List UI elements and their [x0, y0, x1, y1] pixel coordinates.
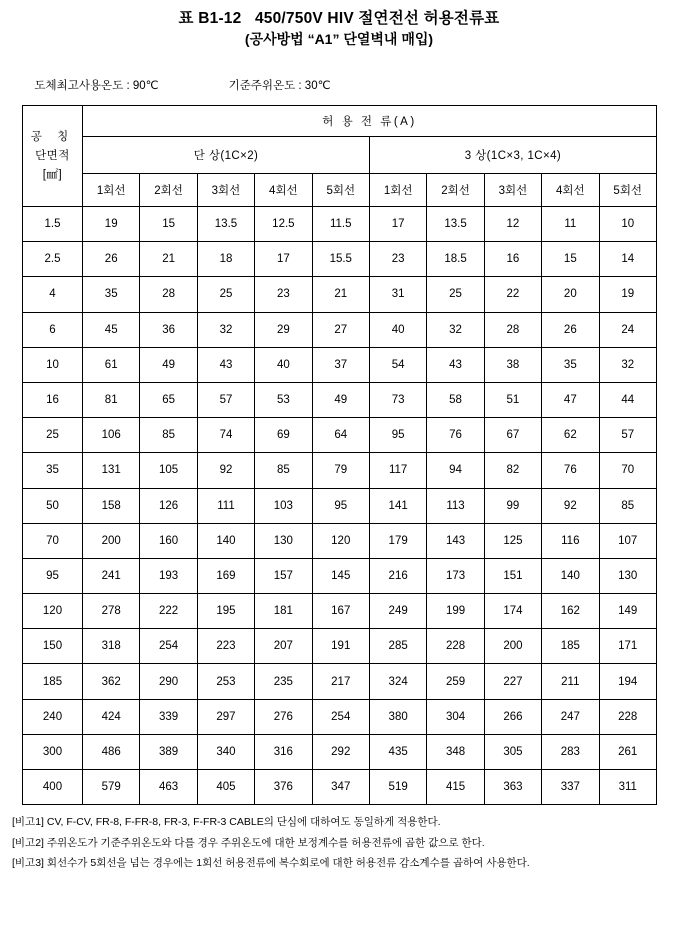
cell-single-phase-circuit-1: 45: [83, 312, 140, 347]
cell-three-phase-circuit-1: 324: [369, 664, 426, 699]
cell-single-phase-circuit-5: 37: [312, 347, 369, 382]
cell-three-phase-circuit-2: 32: [427, 312, 484, 347]
size-header-line2: 단면적: [35, 149, 70, 162]
cell-single-phase-circuit-2: 160: [140, 523, 197, 558]
cell-single-phase-circuit-3: 13.5: [197, 207, 254, 242]
footnote-2: [비고2] 주위온도가 기준주위온도와 다를 경우 주위온도에 대한 보정계수를 허용전류에 곱한 값으로 한다.: [12, 836, 485, 849]
cell-three-phase-circuit-3: 305: [484, 734, 541, 769]
cell-single-phase-circuit-4: 181: [255, 594, 312, 629]
cell-three-phase-circuit-1: 54: [369, 347, 426, 382]
ambient-temp-label: 기준주위온도 : 30℃: [228, 80, 331, 92]
cell-three-phase-circuit-3: 227: [484, 664, 541, 699]
cell-nominal-size: 25: [23, 418, 83, 453]
cell-single-phase-circuit-5: 217: [312, 664, 369, 699]
circuit-header-single-1: 1회선: [83, 174, 140, 207]
cell-single-phase-circuit-3: 25: [197, 277, 254, 312]
cell-single-phase-circuit-2: 389: [140, 734, 197, 769]
cell-three-phase-circuit-1: 40: [369, 312, 426, 347]
circuit-header-three-4: 4회선: [542, 174, 599, 207]
cell-three-phase-circuit-5: 311: [599, 770, 656, 805]
cell-nominal-size: 120: [23, 594, 83, 629]
circuit-header-single-5: 5회선: [312, 174, 369, 207]
cell-three-phase-circuit-1: 73: [369, 382, 426, 417]
circuit-header-single-3: 3회선: [197, 174, 254, 207]
table-body: [23, 207, 657, 805]
phase-group-single: 단 상(1C×2): [83, 137, 370, 174]
size-header-line3: [㎟]: [42, 168, 63, 181]
table-row: [23, 382, 657, 417]
cell-three-phase-circuit-4: 185: [542, 629, 599, 664]
cell-three-phase-circuit-5: 149: [599, 594, 656, 629]
cell-single-phase-circuit-3: 405: [197, 770, 254, 805]
cell-single-phase-circuit-1: 26: [83, 242, 140, 277]
table-row: [23, 523, 657, 558]
table-row: [23, 594, 657, 629]
circuit-header-three-3: 3회선: [484, 174, 541, 207]
cell-single-phase-circuit-2: 15: [140, 207, 197, 242]
cell-single-phase-circuit-2: 339: [140, 699, 197, 734]
cell-three-phase-circuit-2: 58: [427, 382, 484, 417]
cell-single-phase-circuit-3: 340: [197, 734, 254, 769]
header-row-amp: [23, 106, 657, 137]
table-row: [23, 207, 657, 242]
cell-nominal-size: 240: [23, 699, 83, 734]
cell-single-phase-circuit-5: 27: [312, 312, 369, 347]
cell-single-phase-circuit-3: 32: [197, 312, 254, 347]
conductor-temp-label: 도체최고사용온도 : 90℃: [34, 80, 159, 92]
cell-three-phase-circuit-2: 25: [427, 277, 484, 312]
cell-three-phase-circuit-5: 107: [599, 523, 656, 558]
cell-single-phase-circuit-3: 169: [197, 558, 254, 593]
cell-single-phase-circuit-4: 103: [255, 488, 312, 523]
cell-three-phase-circuit-5: 24: [599, 312, 656, 347]
cell-three-phase-circuit-3: 38: [484, 347, 541, 382]
cell-three-phase-circuit-4: 11: [542, 207, 599, 242]
rating-table-wrapper: [22, 105, 656, 805]
cell-three-phase-circuit-5: 10: [599, 207, 656, 242]
cell-single-phase-circuit-1: 362: [83, 664, 140, 699]
cell-three-phase-circuit-5: 44: [599, 382, 656, 417]
cell-single-phase-circuit-2: 105: [140, 453, 197, 488]
cell-single-phase-circuit-4: 17: [255, 242, 312, 277]
cell-single-phase-circuit-5: 11.5: [312, 207, 369, 242]
cell-three-phase-circuit-2: 94: [427, 453, 484, 488]
cell-single-phase-circuit-3: 57: [197, 382, 254, 417]
cell-three-phase-circuit-4: 35: [542, 347, 599, 382]
cell-single-phase-circuit-5: 167: [312, 594, 369, 629]
header-row-circuits: [23, 174, 657, 207]
table-row: [23, 734, 657, 769]
cell-three-phase-circuit-5: 228: [599, 699, 656, 734]
cell-three-phase-circuit-2: 113: [427, 488, 484, 523]
cell-three-phase-circuit-3: 99: [484, 488, 541, 523]
cell-three-phase-circuit-2: 348: [427, 734, 484, 769]
cell-single-phase-circuit-2: 28: [140, 277, 197, 312]
cell-nominal-size: 185: [23, 664, 83, 699]
cell-three-phase-circuit-1: 95: [369, 418, 426, 453]
cell-single-phase-circuit-3: 223: [197, 629, 254, 664]
cell-three-phase-circuit-1: 179: [369, 523, 426, 558]
cell-single-phase-circuit-2: 49: [140, 347, 197, 382]
cell-three-phase-circuit-1: 17: [369, 207, 426, 242]
cell-three-phase-circuit-3: 12: [484, 207, 541, 242]
cell-three-phase-circuit-1: 519: [369, 770, 426, 805]
cell-three-phase-circuit-2: 228: [427, 629, 484, 664]
cell-single-phase-circuit-2: 193: [140, 558, 197, 593]
cell-three-phase-circuit-5: 57: [599, 418, 656, 453]
allowable-current-table: [22, 105, 657, 805]
cell-three-phase-circuit-1: 249: [369, 594, 426, 629]
cell-three-phase-circuit-1: 141: [369, 488, 426, 523]
cell-single-phase-circuit-3: 18: [197, 242, 254, 277]
cell-single-phase-circuit-1: 19: [83, 207, 140, 242]
cell-single-phase-circuit-5: 292: [312, 734, 369, 769]
cell-single-phase-circuit-4: 23: [255, 277, 312, 312]
cell-single-phase-circuit-4: 29: [255, 312, 312, 347]
circuit-header-single-4: 4회선: [255, 174, 312, 207]
cell-three-phase-circuit-5: 19: [599, 277, 656, 312]
cell-single-phase-circuit-4: 157: [255, 558, 312, 593]
size-header-line1: 공 칭: [30, 130, 75, 143]
cell-single-phase-circuit-3: 195: [197, 594, 254, 629]
cell-three-phase-circuit-4: 140: [542, 558, 599, 593]
cell-single-phase-circuit-5: 120: [312, 523, 369, 558]
cell-three-phase-circuit-4: 92: [542, 488, 599, 523]
cell-three-phase-circuit-1: 435: [369, 734, 426, 769]
cell-nominal-size: 50: [23, 488, 83, 523]
cell-single-phase-circuit-2: 85: [140, 418, 197, 453]
cell-three-phase-circuit-5: 70: [599, 453, 656, 488]
cell-single-phase-circuit-5: 21: [312, 277, 369, 312]
cell-single-phase-circuit-4: 85: [255, 453, 312, 488]
cell-nominal-size: 16: [23, 382, 83, 417]
cell-three-phase-circuit-4: 20: [542, 277, 599, 312]
cell-single-phase-circuit-1: 579: [83, 770, 140, 805]
header-row-phase: [23, 137, 657, 174]
cell-single-phase-circuit-5: 95: [312, 488, 369, 523]
cell-three-phase-circuit-2: 18.5: [427, 242, 484, 277]
cell-nominal-size: 2.5: [23, 242, 83, 277]
page-subtitle: (공사방법 “A1” 단열벽내 매입): [244, 31, 434, 47]
cell-three-phase-circuit-2: 304: [427, 699, 484, 734]
cell-single-phase-circuit-5: 191: [312, 629, 369, 664]
cell-single-phase-circuit-1: 81: [83, 382, 140, 417]
cell-three-phase-circuit-3: 174: [484, 594, 541, 629]
cell-single-phase-circuit-1: 241: [83, 558, 140, 593]
conditions-line: [0, 62, 678, 94]
amp-header-cell: 허 용 전 류(A): [83, 106, 657, 137]
cell-single-phase-circuit-2: 290: [140, 664, 197, 699]
table-row: [23, 277, 657, 312]
cell-three-phase-circuit-2: 199: [427, 594, 484, 629]
table-row: [23, 699, 657, 734]
cell-single-phase-circuit-1: 200: [83, 523, 140, 558]
table-row: [23, 664, 657, 699]
cell-three-phase-circuit-4: 47: [542, 382, 599, 417]
cell-single-phase-circuit-1: 318: [83, 629, 140, 664]
cell-three-phase-circuit-1: 285: [369, 629, 426, 664]
cell-three-phase-circuit-3: 266: [484, 699, 541, 734]
cell-single-phase-circuit-4: 276: [255, 699, 312, 734]
cell-three-phase-circuit-3: 28: [484, 312, 541, 347]
cell-nominal-size: 4: [23, 277, 83, 312]
cell-three-phase-circuit-5: 194: [599, 664, 656, 699]
cell-three-phase-circuit-5: 85: [599, 488, 656, 523]
cell-single-phase-circuit-5: 347: [312, 770, 369, 805]
cell-three-phase-circuit-2: 143: [427, 523, 484, 558]
cell-three-phase-circuit-1: 23: [369, 242, 426, 277]
cell-single-phase-circuit-1: 131: [83, 453, 140, 488]
cell-nominal-size: 35: [23, 453, 83, 488]
cell-three-phase-circuit-2: 415: [427, 770, 484, 805]
cell-single-phase-circuit-5: 79: [312, 453, 369, 488]
phase-group-three: 3 상(1C×3, 1C×4): [369, 137, 656, 174]
cell-three-phase-circuit-2: 43: [427, 347, 484, 382]
cell-nominal-size: 95: [23, 558, 83, 593]
cell-three-phase-circuit-2: 76: [427, 418, 484, 453]
footnotes-block: [0, 812, 678, 874]
cell-single-phase-circuit-5: 145: [312, 558, 369, 593]
cell-three-phase-circuit-4: 283: [542, 734, 599, 769]
cell-three-phase-circuit-4: 62: [542, 418, 599, 453]
page-title: 표 B1-12 450/750V HIV 절연전선 허용전류표: [178, 10, 500, 27]
table-head: [23, 106, 657, 207]
cell-three-phase-circuit-4: 247: [542, 699, 599, 734]
table-row: [23, 347, 657, 382]
cell-single-phase-circuit-3: 43: [197, 347, 254, 382]
cell-single-phase-circuit-4: 40: [255, 347, 312, 382]
cell-single-phase-circuit-2: 126: [140, 488, 197, 523]
cell-single-phase-circuit-3: 92: [197, 453, 254, 488]
cell-single-phase-circuit-4: 69: [255, 418, 312, 453]
table-row: [23, 418, 657, 453]
circuit-header-three-2: 2회선: [427, 174, 484, 207]
cell-single-phase-circuit-1: 486: [83, 734, 140, 769]
cell-three-phase-circuit-5: 171: [599, 629, 656, 664]
title-block: [0, 0, 678, 50]
size-header-cell: [23, 106, 83, 207]
cell-single-phase-circuit-5: 49: [312, 382, 369, 417]
cell-single-phase-circuit-2: 65: [140, 382, 197, 417]
cell-single-phase-circuit-1: 158: [83, 488, 140, 523]
cell-three-phase-circuit-5: 14: [599, 242, 656, 277]
cell-single-phase-circuit-5: 64: [312, 418, 369, 453]
table-row: [23, 312, 657, 347]
cell-single-phase-circuit-3: 74: [197, 418, 254, 453]
cell-single-phase-circuit-3: 297: [197, 699, 254, 734]
cell-single-phase-circuit-5: 254: [312, 699, 369, 734]
cell-three-phase-circuit-2: 13.5: [427, 207, 484, 242]
footnote-1: [비고1] CV, F-CV, FR-8, F-FR-8, FR-3, F-FR-3 CABLE의 단심에 대하여도 동일하게 적용한다.: [12, 816, 441, 829]
cell-three-phase-circuit-5: 32: [599, 347, 656, 382]
cell-three-phase-circuit-5: 261: [599, 734, 656, 769]
cell-single-phase-circuit-5: 15.5: [312, 242, 369, 277]
cell-single-phase-circuit-4: 207: [255, 629, 312, 664]
footnote-3: [비고3] 회선수가 5회선을 넘는 경우에는 1회선 허용전류에 복수회로에 대한 허용전류 감소계수를 곱하여 사용한다.: [12, 857, 530, 870]
cell-three-phase-circuit-3: 22: [484, 277, 541, 312]
cell-single-phase-circuit-1: 61: [83, 347, 140, 382]
cell-three-phase-circuit-3: 125: [484, 523, 541, 558]
table-row: [23, 242, 657, 277]
circuit-header-three-1: 1회선: [369, 174, 426, 207]
cell-single-phase-circuit-2: 463: [140, 770, 197, 805]
table-row: [23, 558, 657, 593]
cell-single-phase-circuit-1: 35: [83, 277, 140, 312]
cell-three-phase-circuit-1: 216: [369, 558, 426, 593]
table-row: [23, 453, 657, 488]
cell-three-phase-circuit-4: 162: [542, 594, 599, 629]
cell-three-phase-circuit-3: 200: [484, 629, 541, 664]
cell-three-phase-circuit-2: 259: [427, 664, 484, 699]
cell-three-phase-circuit-4: 15: [542, 242, 599, 277]
cell-three-phase-circuit-1: 380: [369, 699, 426, 734]
table-row: [23, 629, 657, 664]
cell-single-phase-circuit-3: 140: [197, 523, 254, 558]
cell-nominal-size: 300: [23, 734, 83, 769]
cell-nominal-size: 1.5: [23, 207, 83, 242]
cell-three-phase-circuit-5: 130: [599, 558, 656, 593]
cell-single-phase-circuit-4: 376: [255, 770, 312, 805]
cell-three-phase-circuit-3: 82: [484, 453, 541, 488]
cell-nominal-size: 150: [23, 629, 83, 664]
cell-single-phase-circuit-3: 253: [197, 664, 254, 699]
cell-single-phase-circuit-3: 111: [197, 488, 254, 523]
cell-single-phase-circuit-1: 424: [83, 699, 140, 734]
cell-single-phase-circuit-4: 53: [255, 382, 312, 417]
cell-single-phase-circuit-2: 254: [140, 629, 197, 664]
cell-nominal-size: 70: [23, 523, 83, 558]
cell-three-phase-circuit-1: 31: [369, 277, 426, 312]
table-row: [23, 488, 657, 523]
cell-nominal-size: 6: [23, 312, 83, 347]
cell-three-phase-circuit-3: 151: [484, 558, 541, 593]
cell-nominal-size: 400: [23, 770, 83, 805]
cell-three-phase-circuit-4: 76: [542, 453, 599, 488]
circuit-header-single-2: 2회선: [140, 174, 197, 207]
cell-three-phase-circuit-3: 67: [484, 418, 541, 453]
cell-nominal-size: 10: [23, 347, 83, 382]
cell-three-phase-circuit-4: 26: [542, 312, 599, 347]
cell-three-phase-circuit-3: 363: [484, 770, 541, 805]
circuit-header-three-5: 5회선: [599, 174, 656, 207]
cell-three-phase-circuit-4: 337: [542, 770, 599, 805]
cell-three-phase-circuit-1: 117: [369, 453, 426, 488]
cell-single-phase-circuit-1: 278: [83, 594, 140, 629]
cell-three-phase-circuit-4: 211: [542, 664, 599, 699]
cell-single-phase-circuit-4: 130: [255, 523, 312, 558]
cell-three-phase-circuit-3: 51: [484, 382, 541, 417]
cell-three-phase-circuit-3: 16: [484, 242, 541, 277]
cell-three-phase-circuit-2: 173: [427, 558, 484, 593]
cell-single-phase-circuit-4: 316: [255, 734, 312, 769]
cell-single-phase-circuit-4: 12.5: [255, 207, 312, 242]
cell-single-phase-circuit-2: 21: [140, 242, 197, 277]
cell-single-phase-circuit-1: 106: [83, 418, 140, 453]
table-row: [23, 770, 657, 805]
cell-single-phase-circuit-2: 222: [140, 594, 197, 629]
cell-single-phase-circuit-2: 36: [140, 312, 197, 347]
cell-single-phase-circuit-4: 235: [255, 664, 312, 699]
cell-three-phase-circuit-4: 116: [542, 523, 599, 558]
